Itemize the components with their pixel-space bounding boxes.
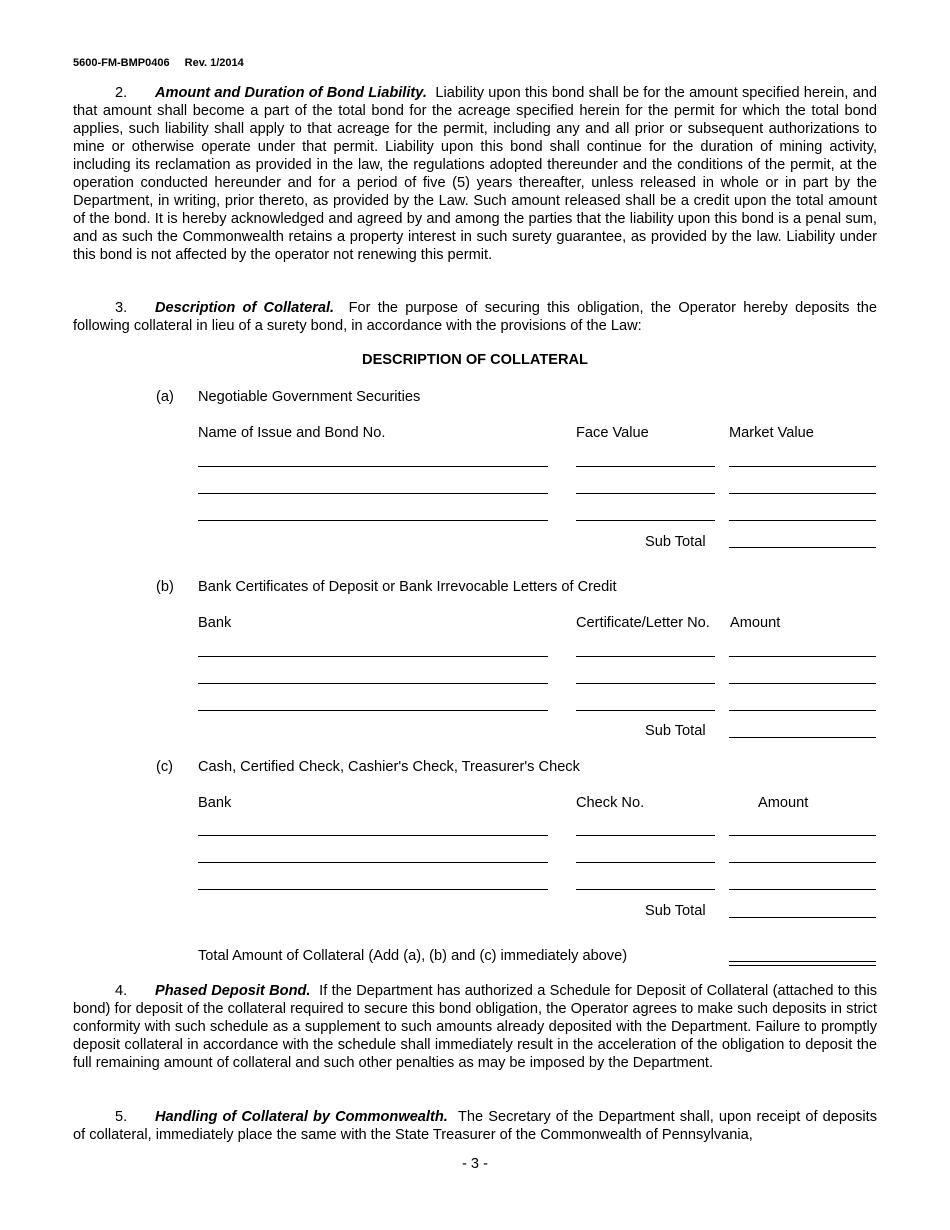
part-b-title: Bank Certificates of Deposit or Bank Irrevocable Letters of Credit bbox=[198, 579, 617, 595]
part-b-row3-cert-field[interactable] bbox=[576, 710, 715, 711]
form-revision: Rev. 1/2014 bbox=[184, 57, 244, 69]
part-c-row2-check-field[interactable] bbox=[576, 862, 715, 863]
section-3-title: Description of Collateral. bbox=[155, 300, 335, 316]
part-c-row1-check-field[interactable] bbox=[576, 835, 715, 836]
part-a-marker: (a) bbox=[156, 389, 174, 405]
section-5-number: 5. bbox=[115, 1109, 128, 1125]
part-c-col-bank: Bank bbox=[198, 795, 232, 811]
part-a-row3-face-field[interactable] bbox=[576, 520, 715, 521]
part-a-col-face-value: Face Value bbox=[576, 425, 649, 441]
part-b-col-bank: Bank bbox=[198, 615, 232, 631]
section-4-number: 4. bbox=[115, 983, 128, 999]
total-collateral-label: Total Amount of Collateral (Add (a), (b) and (c) immediately above) bbox=[198, 948, 628, 964]
section-2-text: Liability upon this bond shall be for the amount specified herein, and that amount shall become a part of the total bond for the acreage specified herein for the permit for which the total bond applies, such liability shall apply to that acreage for the permit, including any and all prior or subsequent authorizations to mine or otherwise operate under that permit. Liability upon this bond shall continue for the duration of mining activity, including its reclamation as provided in the law, the regulations adopted thereunder and the conditions of the permit, at the operation conducted hereunder and for a period of five (5) years thereafter, unless released in whole or in part by the Department, in writing, prior thereto, as provided by the Law. Such amount released shall be a credit upon the total amount of the bond. It is hereby acknowledged and agreed by and among the parties that the liability upon this bond is a penal sum, and as such the Commonwealth retains a property interest in such surety guarantee, as provided by the law. Liability under this bond is not affected by the operator not renewing this permit. bbox=[73, 85, 877, 263]
total-collateral-field[interactable] bbox=[729, 961, 876, 966]
part-a-row3-issue-field[interactable] bbox=[198, 520, 548, 521]
section-3-paragraph bbox=[73, 299, 877, 335]
part-b-col-amount: Amount bbox=[730, 615, 781, 631]
part-b-marker: (b) bbox=[156, 579, 174, 595]
part-b-row2-amount-field[interactable] bbox=[729, 683, 876, 684]
part-a-row3-market-field[interactable] bbox=[729, 520, 876, 521]
part-b-subtotal-label: Sub Total bbox=[645, 723, 706, 739]
part-c-col-check-no: Check No. bbox=[576, 795, 645, 811]
part-b-row2-bank-field[interactable] bbox=[198, 683, 548, 684]
part-c-row3-check-field[interactable] bbox=[576, 889, 715, 890]
part-c-row2-bank-field[interactable] bbox=[198, 862, 548, 863]
part-a-row2-issue-field[interactable] bbox=[198, 493, 548, 494]
section-2-paragraph bbox=[73, 84, 877, 264]
part-b-col-certificate: Certificate/Letter No. bbox=[576, 615, 710, 631]
part-a-row1-market-field[interactable] bbox=[729, 466, 876, 467]
part-a-title: Negotiable Government Securities bbox=[198, 389, 421, 405]
section-2-number: 2. bbox=[115, 85, 128, 101]
part-a-row2-market-field[interactable] bbox=[729, 493, 876, 494]
section-3-number: 3. bbox=[115, 300, 128, 316]
part-b-row3-bank-field[interactable] bbox=[198, 710, 548, 711]
form-number: 5600-FM-BMP0406 bbox=[73, 57, 170, 69]
part-b-row1-bank-field[interactable] bbox=[198, 656, 548, 657]
part-c-row1-bank-field[interactable] bbox=[198, 835, 548, 836]
part-a-col-market-value: Market Value bbox=[729, 425, 814, 441]
part-c-row1-amount-field[interactable] bbox=[729, 835, 876, 836]
section-4-paragraph bbox=[73, 982, 877, 1072]
part-a-subtotal-label: Sub Total bbox=[645, 534, 706, 550]
page-number: - 3 - bbox=[462, 1156, 488, 1172]
section-3-text: For the purpose of securing this obligation, the Operator hereby deposits the following collateral in lieu of a surety bond, in accordance with the provisions of the Law: bbox=[73, 300, 877, 334]
section-5-title: Handling of Collateral by Commonwealth. bbox=[155, 1109, 448, 1125]
part-c-subtotal-field[interactable] bbox=[729, 917, 876, 918]
part-b-subtotal-field[interactable] bbox=[729, 737, 876, 738]
section-4-title: Phased Deposit Bond. bbox=[155, 983, 311, 999]
part-a-row2-face-field[interactable] bbox=[576, 493, 715, 494]
part-c-row2-amount-field[interactable] bbox=[729, 862, 876, 863]
part-a-col-issue: Name of Issue and Bond No. bbox=[198, 425, 386, 441]
part-c-row3-amount-field[interactable] bbox=[729, 889, 876, 890]
section-5-paragraph bbox=[73, 1108, 877, 1144]
part-c-col-amount: Amount bbox=[758, 795, 809, 811]
part-b-row3-amount-field[interactable] bbox=[729, 710, 876, 711]
section-2-title: Amount and Duration of Bond Liability. bbox=[155, 85, 427, 101]
part-c-row3-bank-field[interactable] bbox=[198, 889, 548, 890]
part-a-subtotal-field[interactable] bbox=[729, 547, 876, 548]
part-b-row1-cert-field[interactable] bbox=[576, 656, 715, 657]
part-c-marker: (c) bbox=[156, 759, 174, 775]
part-b-row2-cert-field[interactable] bbox=[576, 683, 715, 684]
part-a-row1-face-field[interactable] bbox=[576, 466, 715, 467]
part-a-row1-issue-field[interactable] bbox=[198, 466, 548, 467]
part-c-subtotal-label: Sub Total bbox=[645, 903, 706, 919]
section-4-text: If the Department has authorized a Schedule for Deposit of Collateral (attached to this bond) for deposit of the collateral required to secure this bond obligation, the Operator agrees to make such deposits in strict conformity with such schedule as a supplement to such amounts already deposited with the Department. Failure to promptly deposit collateral in accordance with the schedule shall immediately result in the acceleration of the obligation to deposit the full remaining amount of collateral and such other penalties as may be imposed by the Department. bbox=[73, 983, 878, 1071]
section-5-text: The Secretary of the Department shall, upon receipt of deposits of collateral, immediately place the same with the State Treasurer of the Commonwealth of Pennsylvania, bbox=[73, 1109, 877, 1143]
collateral-heading: DESCRIPTION OF COLLATERAL bbox=[362, 352, 588, 368]
part-c-title: Cash, Certified Check, Cashier's Check, Treasurer's Check bbox=[198, 759, 580, 775]
form-identifier bbox=[73, 57, 244, 69]
part-b-row1-amount-field[interactable] bbox=[729, 656, 876, 657]
